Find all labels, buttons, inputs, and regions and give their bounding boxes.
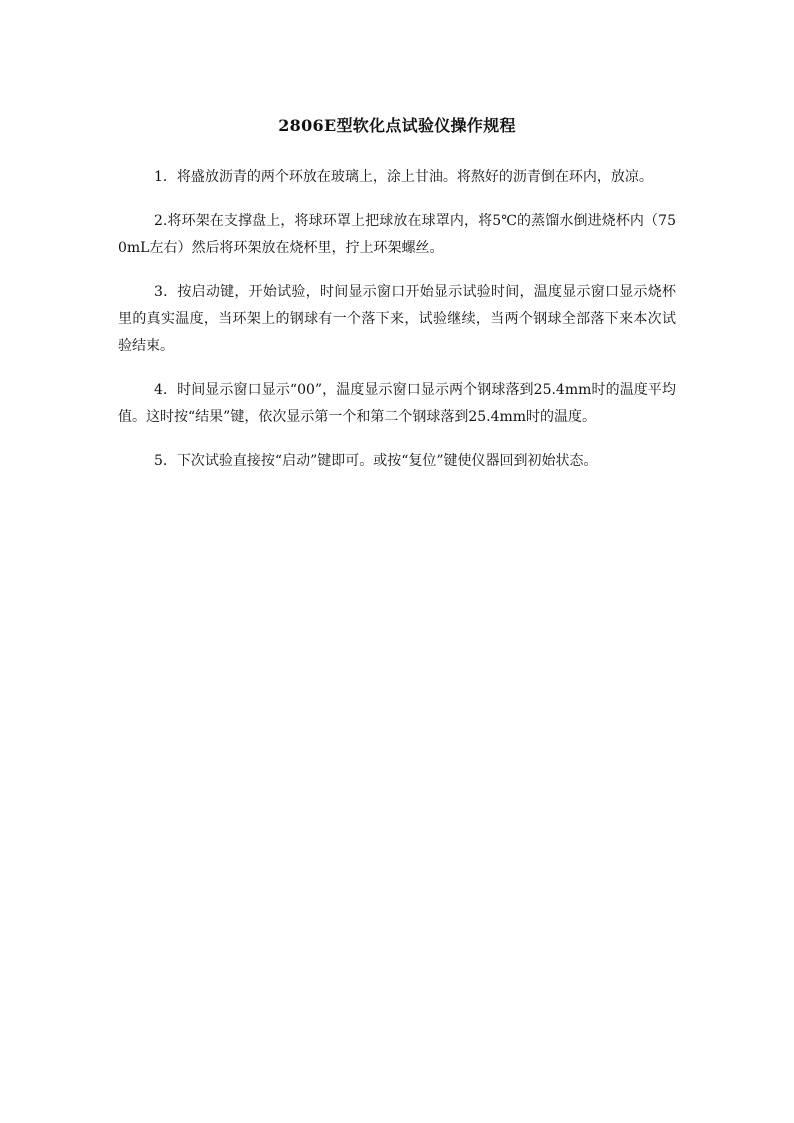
paragraph-step-1: 1．将盛放沥青的两个环放在玻璃上，涂上甘油。将熬好的沥青倒在环内，放凉。	[154, 169, 653, 185]
paragraph-step-2: 2.将环架在支撑盘上，将球环罩上把球放在球罩内，将5℃的蒸馏水倒进烧杯内（750mL左右）然后将环架放在烧杯里，拧上环架螺丝。	[118, 213, 676, 256]
document-body	[118, 164, 676, 492]
paragraph-step-3: 3．按启动键，开始试验，时间显示窗口开始显示试验时间，温度显示窗口显示烧杯里的真实温度，当环架上的钢球有一个落下来，试验继续，当两个钢球全部落下来本次试验结束。	[118, 284, 676, 354]
document-title: 2806E型软化点试验仪操作规程	[278, 116, 516, 135]
paragraph-step-5: 5．下次试验直接按“启动”键即可。或按“复位”键使仪器回到初始状态。	[154, 453, 598, 469]
paragraph-step-4: 4．时间显示窗口显示“00”，温度显示窗口显示两个钢球落到25.4mm时的温度平均值。这时按“结果”键，依次显示第一个和第二个钢球落到25.4mm时的温度。	[118, 382, 676, 425]
